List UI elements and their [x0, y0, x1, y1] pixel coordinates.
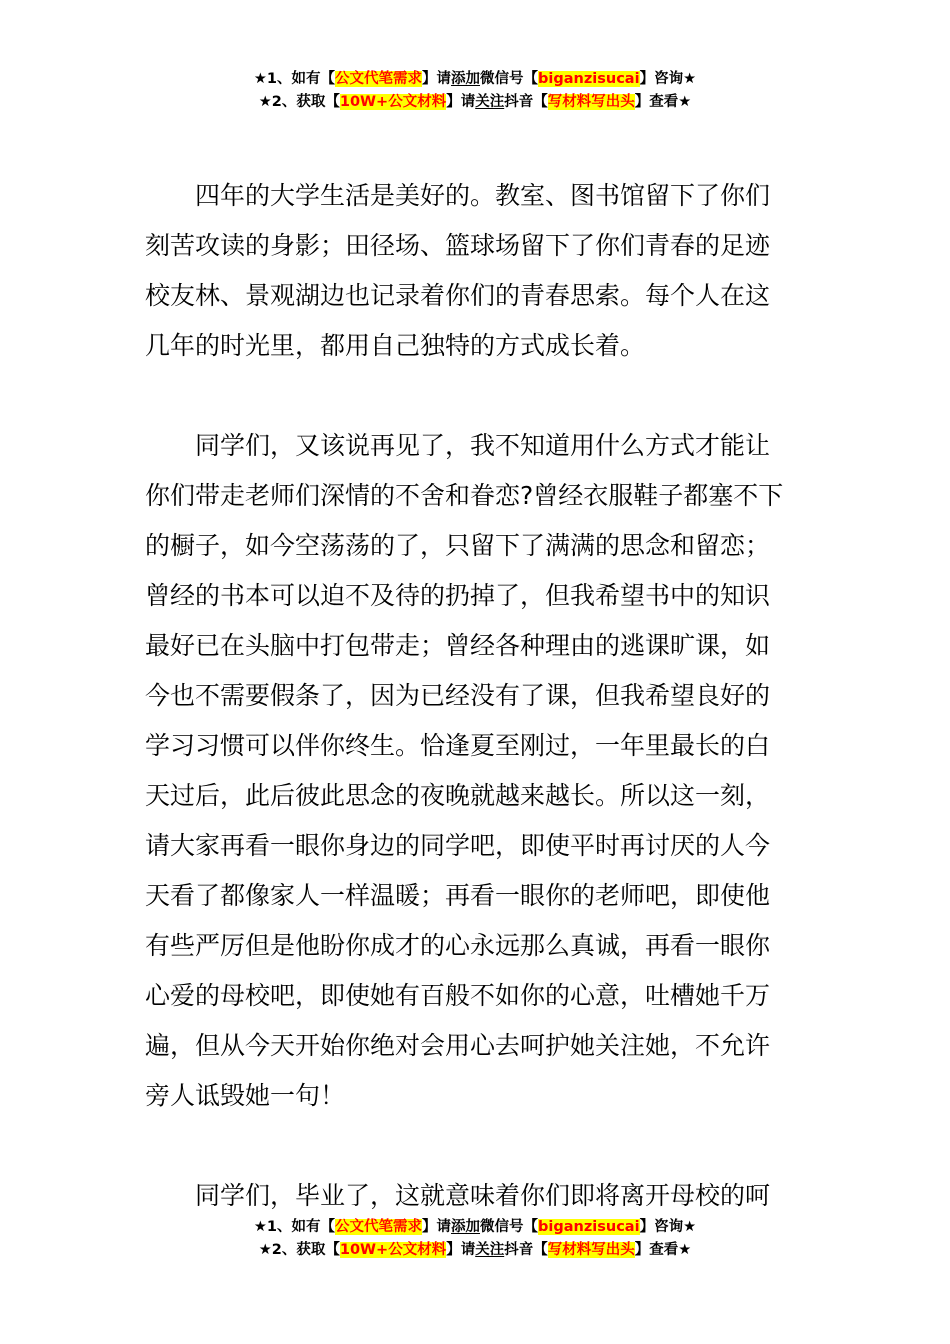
text-line: 最好已在头脑中打包带走；曾经各种理由的逃课旷课，如	[145, 631, 771, 660]
footer-banner	[0, 1216, 950, 1262]
underlined-text: 关注	[475, 94, 505, 110]
star-icon: ★	[253, 71, 267, 87]
star-icon: ★	[678, 94, 692, 110]
highlight-materials: 10W+公文材料	[339, 1242, 447, 1258]
banner-text: 】查看	[634, 1242, 679, 1258]
text-line: 你们带走老师们深情的不舍和眷恋?曾经衣服鞋子都塞不下	[145, 481, 784, 510]
banner-text: 】请	[446, 94, 476, 110]
paragraph	[145, 171, 807, 371]
banner-line-1	[0, 68, 950, 91]
banner-line-1	[0, 1216, 950, 1239]
star-icon: ★	[683, 71, 697, 87]
banner-line-2	[0, 1239, 950, 1262]
banner-text: 抖音【	[504, 94, 548, 110]
highlight-wechat-id: biganzisucai	[538, 1219, 640, 1235]
highlight-wechat-id: biganzisucai	[538, 71, 640, 87]
text-line: 同学们，毕业了，这就意味着你们即将离开母校的呵	[145, 1181, 771, 1210]
underlined-text: 关注	[475, 1242, 505, 1258]
banner-text: 】查看	[634, 94, 679, 110]
header-banner	[0, 68, 950, 114]
text-line: 今也不需要假条了，因为已经没有了课，但我希望良好的	[145, 681, 771, 710]
banner-text: 微信号【	[480, 71, 539, 87]
text-line: 校友林、景观湖边也记录着你们的青春思索。每个人在这	[145, 281, 771, 310]
highlight-service: 公文代笔需求	[335, 1219, 423, 1235]
banner-text: 】请	[446, 1242, 476, 1258]
banner-text: 1、如有【	[266, 1219, 336, 1235]
banner-text: 2、获取【	[271, 1242, 340, 1258]
text-line: 心爱的母校吧，即使她有百般不如你的心意，吐槽她千万	[145, 981, 771, 1010]
banner-text: 微信号【	[480, 1219, 539, 1235]
banner-text: 2、获取【	[271, 94, 340, 110]
text-line: 天过后，此后彼此思念的夜晚就越来越长。所以这一刻，	[145, 781, 771, 810]
text-line: 同学们，又该说再见了，我不知道用什么方式才能让	[145, 431, 771, 460]
text-line: 遍，但从今天开始你绝对会用心去呵护她关注她，不允许	[145, 1031, 771, 1060]
underlined-text: 添加	[451, 1219, 481, 1235]
star-icon: ★	[253, 1219, 267, 1235]
text-line: 有些严厉但是他盼你成才的心永远那么真诚，再看一眼你	[145, 931, 771, 960]
star-icon: ★	[678, 1242, 692, 1258]
text-line: 曾经的书本可以迫不及待的扔掉了，但我希望书中的知识	[145, 581, 771, 610]
banner-text: 】咨询	[639, 1219, 684, 1235]
text-line: 天看了都像家人一样温暖；再看一眼你的老师吧，即使他	[145, 881, 771, 910]
text-line: 刻苦攻读的身影；田径场、篮球场留下了你们青春的足迹	[145, 231, 771, 260]
banner-text: 抖音【	[504, 1242, 548, 1258]
paragraph	[145, 421, 807, 1121]
text-line: 请大家再看一眼你身边的同学吧，即使平时再讨厌的人今	[145, 831, 771, 860]
paragraph-spacer	[145, 1121, 807, 1171]
banner-line-2	[0, 91, 950, 114]
banner-text: 】咨询	[639, 71, 684, 87]
banner-text: 】请	[422, 1219, 452, 1235]
text-line: 四年的大学生活是美好的。教室、图书馆留下了你们	[145, 181, 771, 210]
text-line: 的橱子，如今空荡荡的了，只留下了满满的思念和留恋；	[145, 531, 771, 560]
paragraph-spacer	[145, 371, 807, 421]
highlight-douyin-account: 写材料写出头	[547, 1242, 635, 1258]
star-icon: ★	[683, 1219, 697, 1235]
star-icon: ★	[258, 1242, 272, 1258]
star-icon: ★	[258, 94, 272, 110]
highlight-douyin-account: 写材料写出头	[547, 94, 635, 110]
paragraph	[145, 1171, 807, 1221]
banner-text: 】请	[422, 71, 452, 87]
text-line: 旁人诋毁她一句！	[145, 1081, 346, 1110]
text-line: 学习习惯可以伴你终生。恰逢夏至刚过，一年里最长的白	[145, 731, 771, 760]
underlined-text: 添加	[451, 71, 481, 87]
highlight-materials: 10W+公文材料	[339, 94, 447, 110]
banner-text: 1、如有【	[266, 71, 336, 87]
text-line: 几年的时光里，都用自己独特的方式成长着。	[145, 331, 646, 360]
highlight-service: 公文代笔需求	[335, 71, 423, 87]
document-body	[145, 171, 807, 1221]
